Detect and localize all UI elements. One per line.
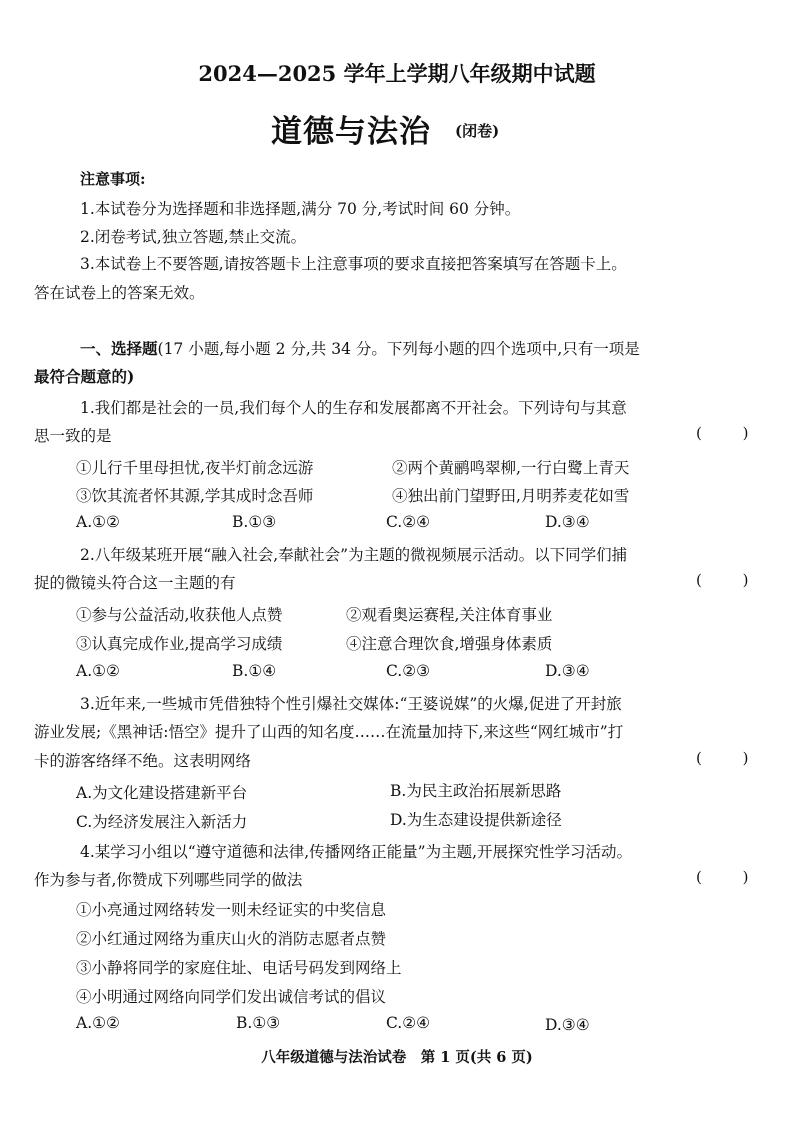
question-stem: 2.八年级某班开展“融入社会,奉献社会”为主题的微视频展示活动。以下同学们捕 <box>80 546 628 564</box>
page-footer: 八年级道德与法治试卷 第 1 页(共 6 页) <box>261 1049 533 1066</box>
answer-paren: ( ) <box>696 424 767 442</box>
question-stem-cont: 游业发展;《黑神话:悟空》提升了山西的知名度……在流量加持下,来这些“网红城市”打 <box>34 723 624 741</box>
answer-paren: ( ) <box>696 868 767 886</box>
answer-option: D.为生态建设提供新途径 <box>390 811 562 829</box>
statement-item: ④独出前门望野田,月明荞麦花如雪 <box>392 487 630 505</box>
answer-option: C.②④ <box>386 1014 431 1032</box>
notice-item: 3.本试卷上不要答题,请按答题卡上注意事项的要求直接把答案填写在答题卡上。 <box>80 255 627 273</box>
section-label: 一、选择题 <box>80 339 158 358</box>
statement-item: ②两个黄鹂鸣翠柳,一行白鹭上青天 <box>392 459 630 477</box>
section-heading <box>80 337 640 359</box>
statement-item: ③小静将同学的家庭住址、电话号码发到网络上 <box>76 959 402 977</box>
notice-item: 答在试卷上的答案无效。 <box>34 284 205 302</box>
answer-option: A.①② <box>76 1014 120 1032</box>
answer-option: C.②④ <box>386 513 431 531</box>
statement-item: ③饮其流者怀其源,学其成时念吾师 <box>76 487 314 505</box>
statement-item: ④小明通过网络向同学们发出诚信考试的倡议 <box>76 988 387 1006</box>
answer-option: A.①② <box>76 513 120 531</box>
statement-item: ①小亮通过网络转发一则未经证实的中奖信息 <box>76 901 387 919</box>
notice-heading: 注意事项: <box>80 170 146 188</box>
answer-option: B.①③ <box>232 513 277 531</box>
section-desc-cont: 最符合题意的) <box>34 367 135 386</box>
statement-item: ②观看奥运赛程,关注体育事业 <box>346 606 553 624</box>
answer-option: B.①④ <box>232 662 277 680</box>
closed-book-note: (闭卷) <box>455 122 500 140</box>
answer-paren: ( ) <box>696 571 767 589</box>
answer-option: D.③④ <box>545 1016 590 1034</box>
exam-title: 2024—2025 学年上学期八年级期中试题 <box>198 61 596 86</box>
question-stem: 1.我们都是社会的一员,我们每个人的生存和发展都离不开社会。下列诗句与其意 <box>80 399 627 417</box>
question-stem: 3.近年来,一些城市凭借独特个性引爆社交媒体:“王婆说媒”的火爆,促进了开封旅 <box>80 695 622 713</box>
answer-option: B.①③ <box>236 1014 281 1032</box>
question-stem-cont: 思一致的是 <box>34 427 112 445</box>
answer-option: A.为文化建设搭建新平台 <box>76 784 248 802</box>
statement-item: ③认真完成作业,提高学习成绩 <box>76 635 283 653</box>
section-desc: (17 小题,每小题 2 分,共 34 分。下列每小题的四个选项中,只有一项是 <box>157 340 640 358</box>
answer-option: D.③④ <box>545 513 590 531</box>
statement-item: ②小红通过网络为重庆山火的消防志愿者点赞 <box>76 930 387 948</box>
question-stem: 4.某学习小组以“遵守道德和法律,传播网络正能量”为主题,开展探究性学习活动。 <box>80 843 632 861</box>
subject-title: 道德与法治 <box>271 114 431 150</box>
answer-option: A.①② <box>76 662 120 680</box>
answer-option: C.②③ <box>386 662 431 680</box>
answer-option: C.为经济发展注入新活力 <box>76 813 248 831</box>
question-stem-cont: 捉的微镜头符合这一主题的有 <box>34 574 236 592</box>
question-stem-cont: 卡的游客络绎不绝。这表明网络 <box>34 752 252 770</box>
answer-option: B.为民主政治拓展新思路 <box>390 782 562 800</box>
statement-item: ④注意合理饮食,增强身体素质 <box>346 635 553 653</box>
statement-item: ①儿行千里母担忧,夜半灯前念远游 <box>76 459 314 477</box>
question-stem-cont: 作为参与者,你赞成下列哪些同学的做法 <box>34 871 303 889</box>
answer-option: D.③④ <box>545 662 590 680</box>
notice-item: 2.闭卷考试,独立答题,禁止交流。 <box>80 228 307 246</box>
answer-paren: ( ) <box>696 749 767 767</box>
notice-item: 1.本试卷分为选择题和非选择题,满分 70 分,考试时间 60 分钟。 <box>80 200 521 218</box>
statement-item: ①参与公益活动,收获他人点赞 <box>76 606 283 624</box>
